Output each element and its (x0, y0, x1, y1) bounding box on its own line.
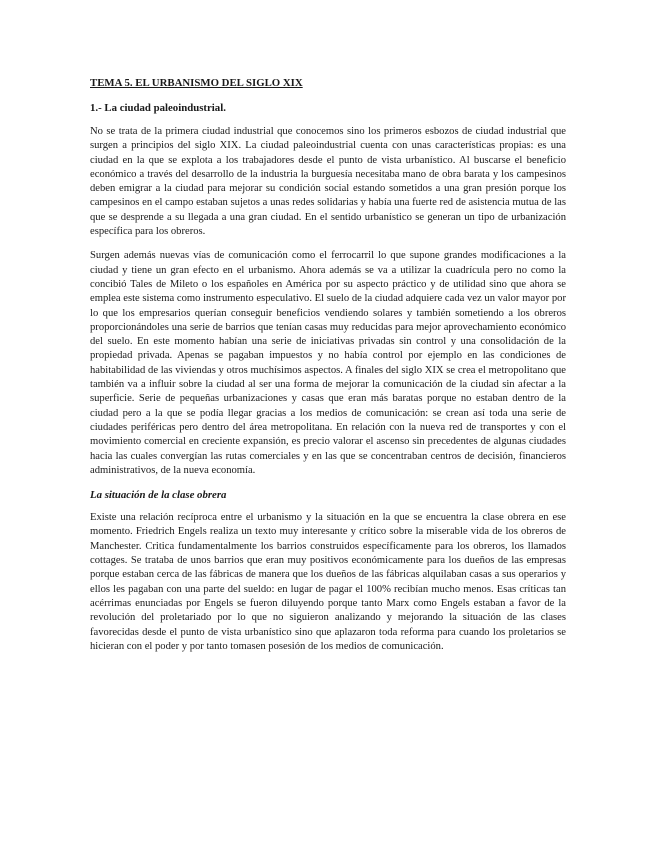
section-heading-clase-obrera: La situación de la clase obrera (90, 489, 227, 502)
paragraph-ciudad-paleoindustrial: No se trata de la primera ciudad industrial que conocemos sino los primeros esbozos de ciudad industrial que surgen a principios del siglo XIX. La ciudad paleoindustrial cuenta con unas características propias: es una ciudad en la que se explota a los trabajadores desde el punto de vista urbanístico. Al buscarse el beneficio económico a través del desarrollo de la industria la burguesía necesitaba mano de obra barata y los campesinos deben emigrar a la ciudad para mejorar su condición social estando sometidos a una gran presión porque los campesinos en el campo estaban sujetos a unas redes solidarias y había una fuerte red de asistencia mutua de las que se desprende a su llegada a una gran ciudad. En el sentido urbanístico se generan un tipo de urbanización específica para los obreros. (90, 126, 566, 238)
document-page (90, 76, 566, 664)
section-heading-ciudad-paleoindustrial: 1.- La ciudad paleoindustrial. (90, 102, 226, 114)
paragraph-clase-obrera: Existe una relación recíproca entre el urbanismo y la situación en la que se encuentra la clase obrera en ese momento. Friedrich Engels realiza un texto muy interesante y crítico sobre la miserable vida de los obreros de Manchester. Critica fundamentalmente los barrios construidos específicamente para los obreros, los llamados cottages. Se trataba de unos barrios que eran muy positivos económicamente para los dueños de las empresas porque estaban cerca de las fábricas de manera que los dueños de las fábricas alquilaban casas a sus operarios y ellos les pagaban con una parte del sueldo: en lugar de pagar el 100% recibían mucho menos. Esas críticas tan acérrimas enunciadas por Engels se fueron diluyendo porque tanto Marx como Engels estaban a favor de la revolución del proletariado por lo que no siguieron analizando y mejorando la situación de las clases favorecidas desde el punto de vista urbanístico sino que aplazaron toda reforma para cuando los proletarios se hicieran con el poder y por tanto tomasen posesión de los medios de comunicación. (90, 512, 566, 652)
document-title: TEMA 5. EL URBANISMO DEL SIGLO XIX (90, 77, 303, 89)
paragraph-vias-comunicacion: Surgen además nuevas vías de comunicación como el ferrocarril lo que supone grandes modificaciones a la ciudad y tiene un gran efecto en el urbanismo. Ahora además se va a utilizar la cuadrícula pero no como la concibió Tales de Mileto o los españoles en América por su aspecto práctico y de utilidad sino que ahora se emplea este sistema como instrumento especulativo. El suelo de la ciudad adquiere cada vez un valor mayor por lo que los empresarios querían conseguir beneficios vendiendo solares y también sometiendo a los obreros proporcionándoles una serie de barrios que tenían casas muy reducidas para mejor aprovechamiento económico del suelo. En este momento habían una serie de iniciativas privadas sin control y una consolidación de la propiedad privada. Apenas se pagaban impuestos y no había control por ejemplo en las condiciones de habitabilidad de las viviendas y otros muchísimos aspectos. A finales del siglo XIX se crea el metropolitano que también va a influir sobre la ciudad al ser una forma de mejorar la comunicación de la ciudad sin afectar a la superficie. Serie de pequeñas urbanizaciones y casas que eran más baratas porque no estaban dentro de la ciudad pero a la que se podía llegar gracias a los medios de comunicación: se crean así toda una serie de ciudades periféricas pero dentro del área metropolitana. En relación con la nueva red de transportes y con el movimiento comercial en creciente expansión, es precio valorar el ascenso sin precedentes de algunas ciudades hacia las cuales convergían las rutas comerciales y en las que se concentraban centros de decisión, financieros administrativos, de la nueva economía. (90, 250, 566, 476)
